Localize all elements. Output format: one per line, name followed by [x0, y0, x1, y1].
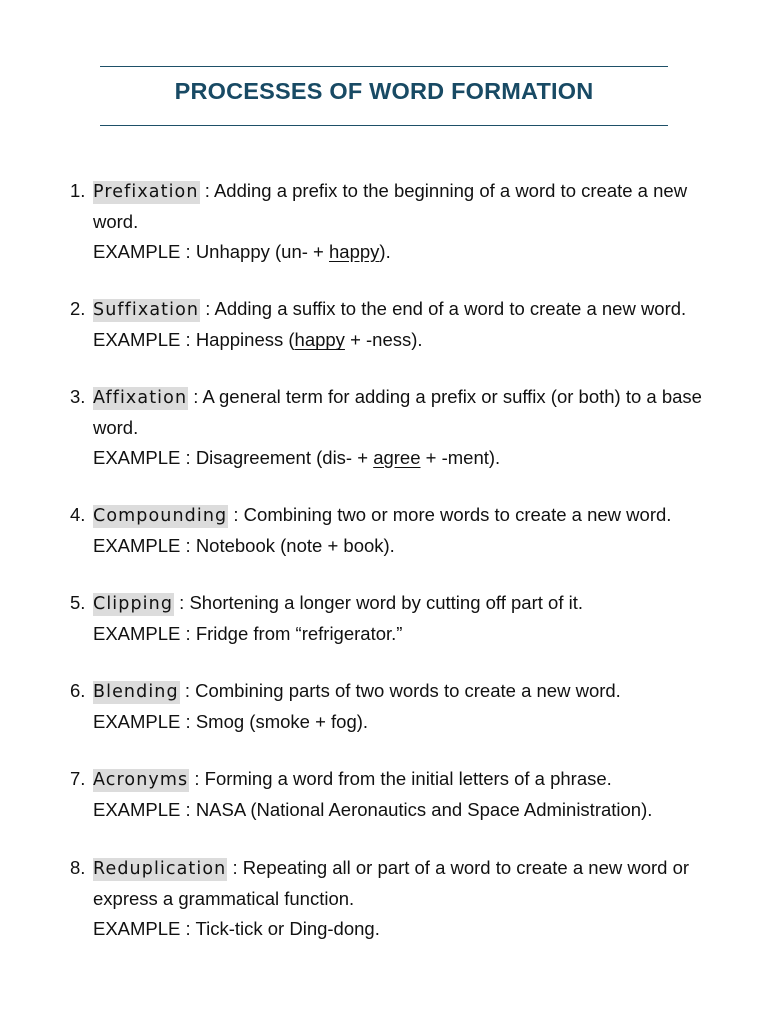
item-definition: : Adding a prefix to the beginning of a word to create a new — [204, 180, 688, 201]
item-example — [93, 237, 733, 266]
item-definition-line — [93, 853, 733, 884]
example-text: EXAMPLE : Unhappy (un- + — [93, 240, 329, 262]
term-highlight: Affixation — [93, 388, 188, 408]
item-body — [93, 853, 733, 943]
item-body — [93, 382, 733, 472]
item-body — [93, 176, 733, 266]
item-definition: : Combining two or more words to create a new word. — [233, 504, 672, 525]
example-text: EXAMPLE : Disagreement (dis- + — [93, 446, 374, 468]
item-definition: : Shortening a longer word by cutting off part of it. — [179, 592, 583, 613]
item-example — [93, 443, 733, 472]
example-text-end: + -ness). — [344, 329, 423, 351]
term-highlight: Acronyms — [93, 770, 189, 790]
item-number: 6. — [70, 680, 86, 701]
item-definition: : Forming a word from the initial letters of a phrase. — [194, 768, 612, 789]
example-text-end: + -ment). — [420, 446, 501, 468]
item-number: 8. — [70, 857, 86, 878]
item-body — [93, 500, 733, 561]
item-definition-line — [93, 382, 733, 413]
item-number: 1. — [70, 180, 86, 201]
item-definition: : Repeating all or part of a word to create a new word or — [232, 857, 690, 878]
example-text-end: ). — [379, 240, 391, 262]
item-example: EXAMPLE : Notebook (note + book). — [93, 535, 395, 557]
page-title: PROCESSES OF WORD FORMATION — [174, 78, 594, 104]
example-text: EXAMPLE : Happiness ( — [93, 329, 295, 351]
item-example: EXAMPLE : Tick-tick or Ding-dong. — [93, 917, 380, 939]
item-definition-line — [93, 176, 733, 207]
item-example — [93, 325, 733, 354]
item-number: 5. — [70, 592, 86, 613]
item-number: 4. — [70, 504, 86, 525]
term-highlight: Compounding — [93, 506, 228, 526]
term-highlight: Reduplication — [93, 859, 227, 879]
item-definition-line — [93, 588, 733, 619]
title-rule-top — [100, 66, 668, 67]
title-rule-bottom — [100, 125, 668, 126]
item-example: EXAMPLE : NASA (National Aeronautics and Space Administration). — [93, 799, 653, 821]
example-underlined-word: happy — [329, 240, 380, 262]
term-highlight: Clipping — [93, 594, 174, 614]
item-definition-line — [93, 676, 733, 707]
item-number: 7. — [70, 768, 86, 789]
item-definition-continued: express a grammatical function. — [93, 888, 355, 910]
example-underlined-word: agree — [373, 446, 421, 468]
item-example: EXAMPLE : Smog (smoke + fog). — [93, 711, 369, 733]
item-definition: : Adding a suffix to the end of a word to create a new word. — [205, 298, 687, 319]
term-highlight: Suffixation — [93, 300, 200, 320]
item-body — [93, 676, 733, 737]
item-definition-line — [93, 764, 733, 795]
term-highlight: Prefixation — [93, 182, 199, 202]
term-highlight: Blending — [93, 682, 179, 702]
item-definition-line — [93, 294, 733, 325]
item-definition: : Combining parts of two words to create a new word. — [184, 680, 621, 701]
item-definition-continued: word. — [93, 417, 139, 439]
item-number: 3. — [70, 386, 86, 407]
example-underlined-word: happy — [294, 329, 345, 351]
item-definition-line — [93, 500, 733, 531]
item-example: EXAMPLE : Fridge from “refrigerator.” — [93, 623, 403, 645]
item-definition-continued: word. — [93, 211, 139, 233]
item-body — [93, 764, 733, 825]
item-body — [93, 588, 733, 649]
item-number: 2. — [70, 298, 86, 319]
item-body — [93, 294, 733, 355]
item-definition: : A general term for adding a prefix or suffix (or both) to a base — [193, 386, 702, 407]
